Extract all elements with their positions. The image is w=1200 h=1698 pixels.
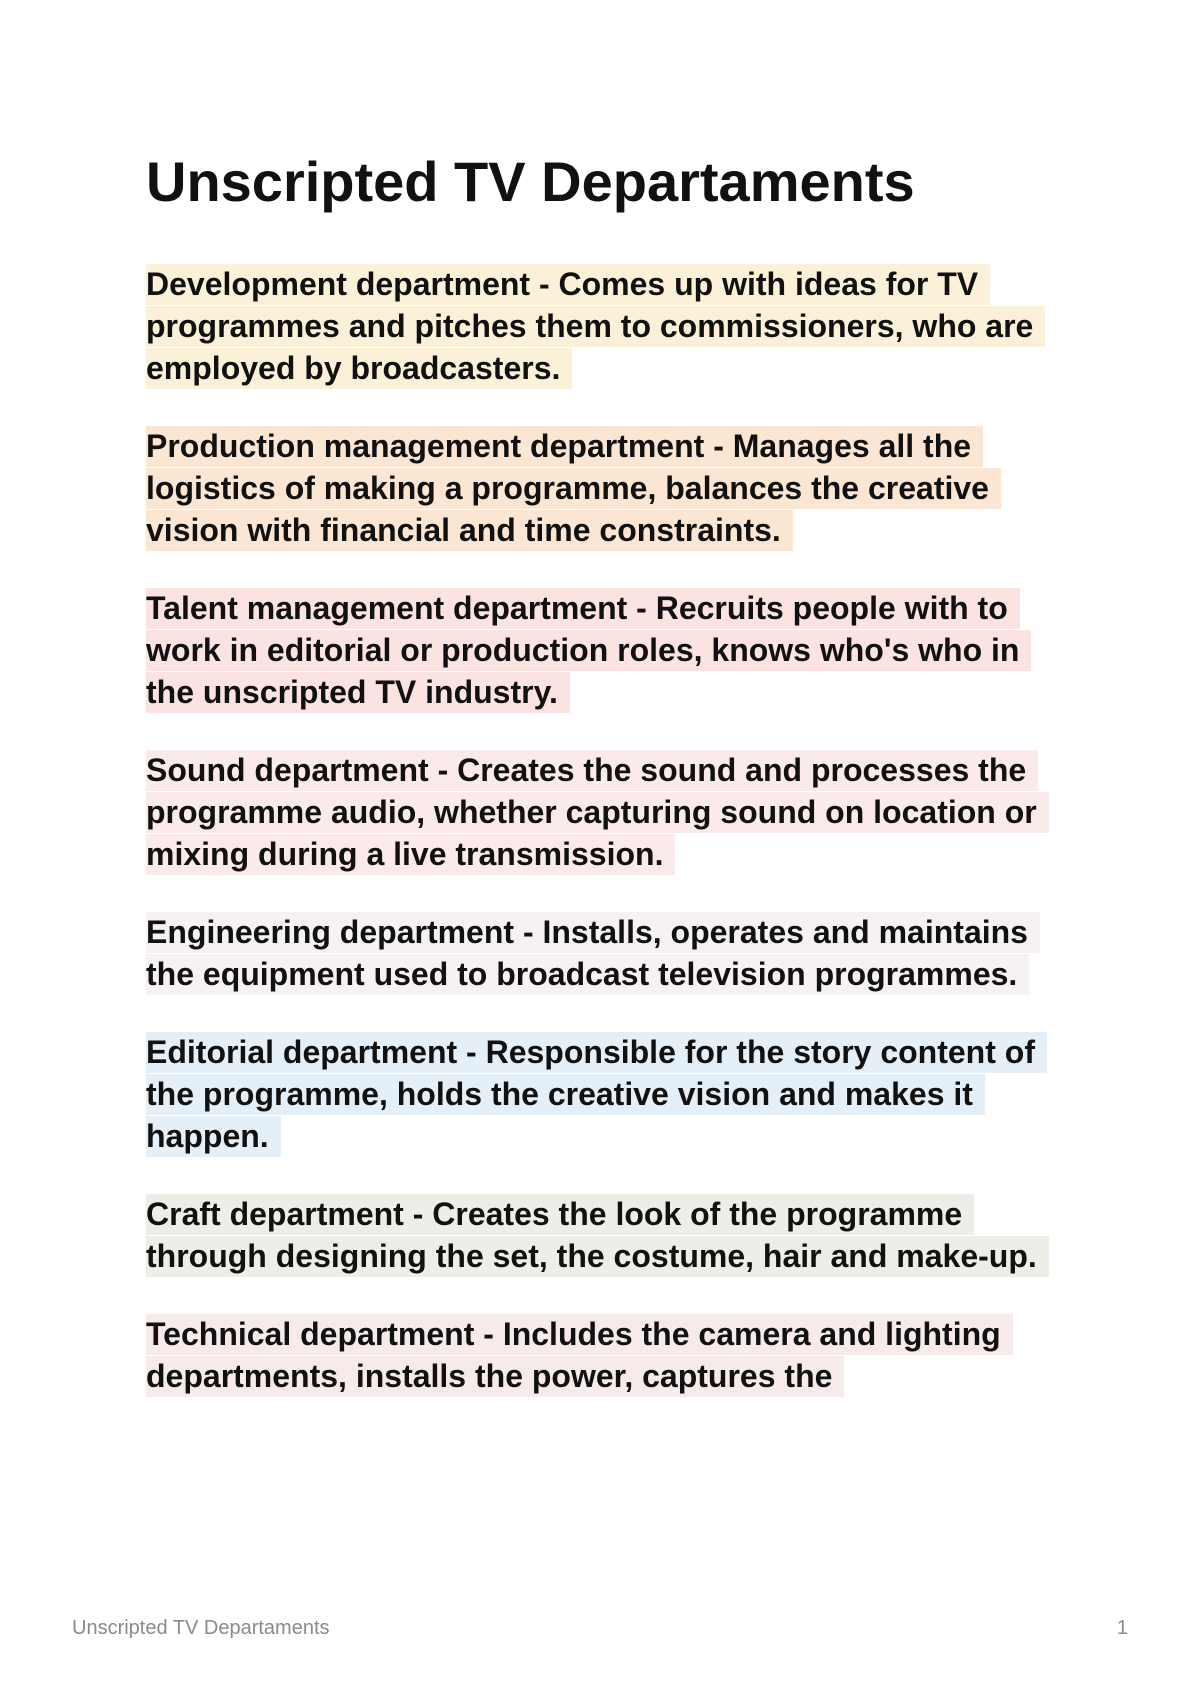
paragraph-text: Sound department - Creates the sound and processes the programme audio, whether capturing sound on location or mixing during a live transmission. <box>146 750 1049 875</box>
paragraph-engineering <box>146 911 1066 995</box>
page-footer <box>72 1614 1128 1642</box>
paragraph-production-management <box>146 425 1066 551</box>
paragraph-talent-management <box>146 587 1066 713</box>
paragraph-text: Editorial department - Responsible for the story content of the programme, holds the creative vision and makes it happen. <box>146 1032 1047 1157</box>
document-body <box>146 263 1066 1433</box>
paragraph-text: Technical department - Includes the camera and lighting departments, installs the power, captures the <box>146 1314 1013 1397</box>
footer-document-title: Unscripted TV Departaments <box>72 1617 330 1639</box>
footer-page-number: 1 <box>1116 1617 1128 1639</box>
paragraph-text: Craft department - Creates the look of the programme through designing the set, the costume, hair and make-up. <box>146 1194 1049 1277</box>
paragraph-sound <box>146 749 1066 875</box>
paragraph-craft <box>146 1193 1066 1277</box>
paragraph-text: Engineering department - Installs, operates and maintains the equipment used to broadcast television programmes. <box>146 912 1040 995</box>
paragraph-text: Talent management department - Recruits people with to work in editorial or production roles, knows who's who in the unscripted TV industry. <box>146 588 1031 713</box>
paragraph-technical <box>146 1313 1066 1397</box>
paragraph-development <box>146 263 1066 389</box>
document-title: Unscripted TV Departaments <box>146 150 915 213</box>
paragraph-text: Development department - Comes up with ideas for TV programmes and pitches them to commissioners, who are employed by broadcasters. <box>146 264 1045 389</box>
paragraph-text: Production management department - Manages all the logistics of making a programme, balances the creative vision with financial and time constraints. <box>146 426 1001 551</box>
paragraph-editorial <box>146 1031 1066 1157</box>
